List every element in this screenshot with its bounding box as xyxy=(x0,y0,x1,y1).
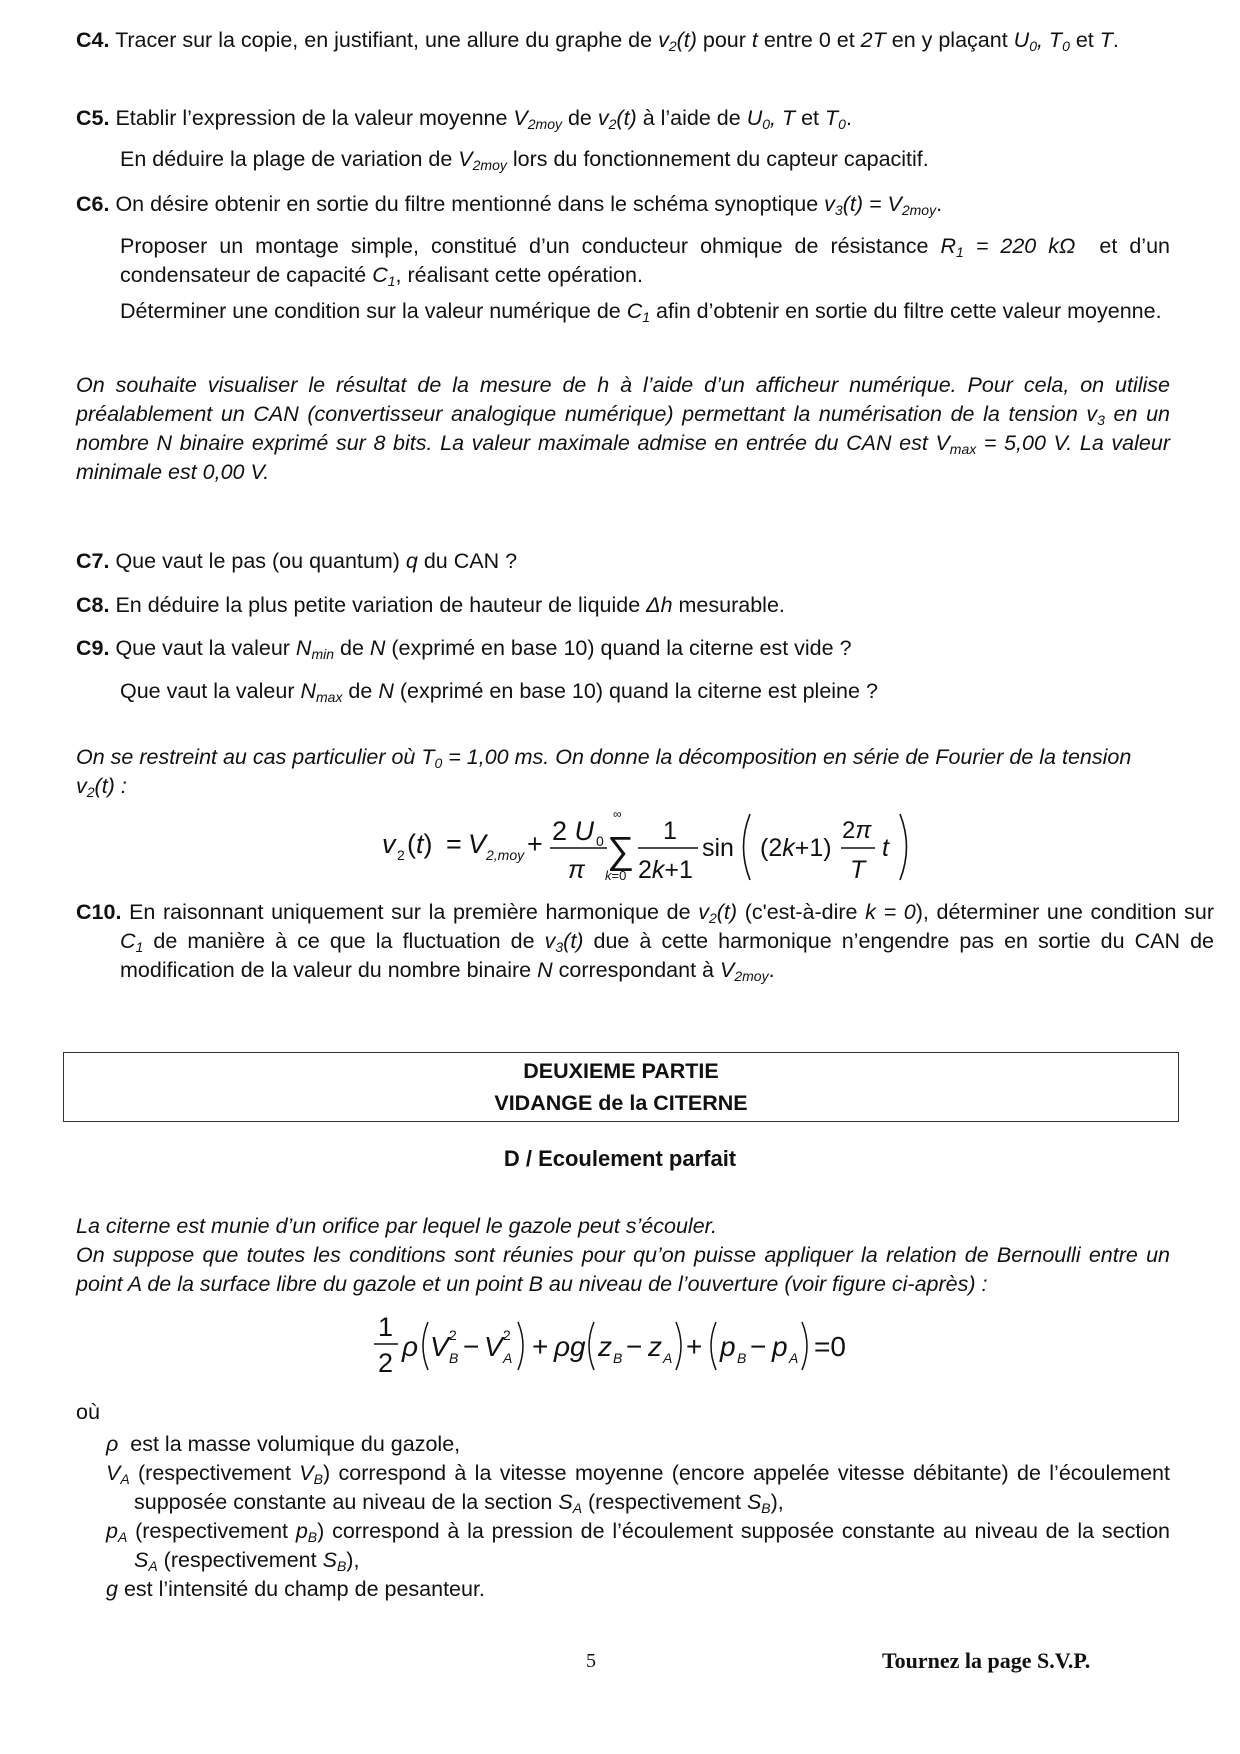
svg-text:v: v xyxy=(382,829,396,859)
svg-text:2: 2 xyxy=(397,847,405,863)
svg-text:2 U: 2 U xyxy=(552,816,595,846)
def-gravity: g est l’intensité du champ de pesanteur. xyxy=(106,1577,485,1601)
def-pressure: $p_A$ (respectivement $p_B$) correspond à la pression de l’écoulement supposée constante au niveau de la section $S_A$ (respectivement $S_B$), xyxy=(106,1519,1170,1574)
def-rho-text: est la masse volumique du gazole, xyxy=(130,1432,461,1456)
svg-text:+: + xyxy=(532,1331,549,1362)
question-label: C8. xyxy=(76,593,110,617)
question-c9 xyxy=(76,634,1170,663)
svg-text:A: A xyxy=(789,1350,799,1366)
question-c6-part2: Proposer un montage simple, constitué d’un conducteur ohmique de résistance $R_1 = 220$ kΩ et d’un condensateur de capacité $C_1$, réalisant cette opération. xyxy=(120,234,1170,289)
svg-text:(2k+1): (2k+1) xyxy=(760,834,832,862)
svg-text:0: 0 xyxy=(596,833,604,849)
section-d-heading: D / Ecoulement parfait xyxy=(503,1146,737,1171)
question-c9-followup: Que vaut la valeur $N_{max}$ de N (exprimé en base 10) quand la citerne est pleine ? xyxy=(120,679,878,705)
def-pressure-text: correspond à la pression de l’écoulement supposée constante au niveau de la section xyxy=(332,1519,1170,1543)
svg-text:V: V xyxy=(430,1331,449,1362)
svg-text:(t): (t) xyxy=(407,829,433,859)
question-text: En raisonnant uniquement sur la première harmonique de $v_2(t)$ (c'est-à-dire k = 0), déterminer une condition sur $C_1$ de manière à ce que la fluctuation de $v_3(t)$ due à cette harmonique n’engendre pas en sortie du CAN de modification de la valeur du nombre binaire N correspondant à $V_{2moy}$. xyxy=(120,900,1215,984)
part-two-title-box xyxy=(63,1052,1179,1122)
svg-text:∞: ∞ xyxy=(613,807,622,821)
bernoulli-intro-line2: On suppose que toutes les conditions sont réunies pour qu’on puisse appliquer la relation de Bernoulli entre un point A de la surface libre du gazole et un point B au niveau de l’ouverture (voir figure ci-après) : xyxy=(76,1243,1170,1296)
svg-text:B: B xyxy=(449,1350,459,1366)
svg-text:V: V xyxy=(484,1331,503,1362)
question-c5 xyxy=(76,104,1170,133)
svg-text:=: = xyxy=(446,829,462,859)
svg-text:ρg: ρg xyxy=(554,1331,586,1362)
svg-text:1: 1 xyxy=(663,817,677,845)
question-c5-followup: En déduire la plage de variation de $V_{2moy}$ lors du fonctionnement du capteur capacitif. xyxy=(120,147,929,173)
question-text: Tracer sur la copie, en justifiant, une allure du graphe de $v_2(t)$ pour t entre 0 et 2T en y plaçant $U_0$, $T_0$ et T. xyxy=(115,28,1119,54)
question-label: C6. xyxy=(76,192,110,216)
bernoulli-intro xyxy=(76,1212,1170,1299)
question-label: C9. xyxy=(76,636,110,660)
svg-text:T: T xyxy=(850,856,866,882)
where-label: où xyxy=(76,1400,100,1424)
question-label: C5. xyxy=(76,106,110,130)
svg-text:k=0: k=0 xyxy=(605,868,627,882)
question-c10 xyxy=(76,898,1214,985)
can-intro-paragraph: On souhaite visualiser le résultat de la mesure de h à l’aide d’un afficheur numérique. Pour cela, on utilise préalablement un CAN (convertisseur analogique numérique) permettant la numérisation de la tension $v_3$ en un nombre N binaire exprimé sur 8 bits. La valeur maximale admise en entrée du CAN est $V_{max} = 5,00$ V. La valeur minimale est 0,00 V. xyxy=(76,373,1170,484)
svg-text:−: − xyxy=(626,1331,643,1362)
question-label: C10. xyxy=(76,900,122,924)
svg-text:p: p xyxy=(720,1331,736,1362)
question-text: En déduire la plus petite variation de hauteur de liquide Δh mesurable. xyxy=(115,593,785,617)
question-c7 xyxy=(76,547,1170,576)
svg-text:A: A xyxy=(663,1350,673,1366)
def-velocity-text: correspond à la vitesse moyenne (encore appelée vitesse débitante) de l’écoulement supposée constante au niveau de la section xyxy=(134,1461,1170,1514)
page-number: 5 xyxy=(586,1650,596,1672)
question-text: Que vaut la valeur $N_{min}$ de N (exprimé en base 10) quand la citerne est vide ? xyxy=(115,636,852,662)
svg-text:2π: 2π xyxy=(842,817,872,844)
question-label: C7. xyxy=(76,549,110,573)
question-text: Que vaut le pas (ou quantum) q du CAN ? xyxy=(115,549,518,573)
svg-text:+: + xyxy=(686,1331,703,1362)
question-c6-part3: Déterminer une condition sur la valeur numérique de $C_1$ afin d’obtenir en sortie du filtre cette valeur moyenne. xyxy=(120,299,1162,325)
svg-text:B: B xyxy=(737,1350,747,1366)
question-text: Etablir l’expression de la valeur moyenne $V_{2moy}$ de $v_2(t)$ à l’aide de $U_0$, T et $T_0$. xyxy=(115,106,852,132)
question-c8 xyxy=(76,591,1170,620)
svg-text:z: z xyxy=(598,1331,612,1362)
fourier-intro-paragraph: On se restreint au cas particulier où $T_0 = 1,00$ ms. On donne la décomposition en série de Fourier de la tension $v_2(t)$ : xyxy=(76,745,1132,800)
question-c4 xyxy=(76,26,1170,55)
question-label: C4. xyxy=(76,28,110,52)
svg-text:∑: ∑ xyxy=(607,830,635,872)
svg-text:t: t xyxy=(882,834,889,862)
svg-text:V: V xyxy=(468,829,487,859)
svg-text:2: 2 xyxy=(449,1327,457,1343)
svg-text:z: z xyxy=(648,1331,662,1362)
svg-text:+: + xyxy=(527,829,543,859)
svg-text:−: − xyxy=(750,1331,767,1362)
svg-text:2: 2 xyxy=(378,1348,394,1378)
bernoulli-intro-line1: La citerne est munie d’un orifice par lequel le gazole peut s’écouler. xyxy=(76,1214,718,1238)
svg-text:2,moy: 2,moy xyxy=(486,847,525,863)
svg-text:1: 1 xyxy=(378,1312,394,1342)
svg-text:A: A xyxy=(503,1350,513,1366)
svg-text:ρ: ρ xyxy=(402,1331,419,1362)
def-velocity: $V_A$ (respectivement $V_B$) correspond à la vitesse moyenne (encore appelée vitesse débitante) de l’écoulement supposée constante au niveau de la section $S_A$ (respectivement $S_B$), xyxy=(106,1461,1170,1516)
def-rho: ρ est la masse volumique du gazole, xyxy=(106,1432,461,1456)
svg-text:B: B xyxy=(613,1350,623,1366)
bernoulli-equation xyxy=(368,1306,888,1380)
def-gravity-text: est l’intensité du champ de pesanteur. xyxy=(123,1577,485,1601)
svg-text:=0: =0 xyxy=(814,1331,846,1362)
question-text: On désire obtenir en sortie du filtre mentionné dans le schéma synoptique $v_3(t) = V_{2moy}$. xyxy=(115,192,943,218)
svg-text:sin: sin xyxy=(702,834,734,862)
svg-text:2: 2 xyxy=(503,1327,511,1343)
svg-text:p: p xyxy=(772,1331,788,1362)
svg-text:−: − xyxy=(463,1331,480,1362)
fourier-series-equation xyxy=(380,806,920,882)
part-two-subtitle: VIDANGE de la CITERNE xyxy=(494,1091,748,1115)
svg-text:2k+1: 2k+1 xyxy=(638,856,693,882)
svg-text:π: π xyxy=(568,856,585,882)
question-c6 xyxy=(76,190,1170,219)
turn-page-note: Tournez la page S.V.P. xyxy=(882,1648,1091,1673)
part-two-title: DEUXIEME PARTIE xyxy=(523,1059,719,1083)
